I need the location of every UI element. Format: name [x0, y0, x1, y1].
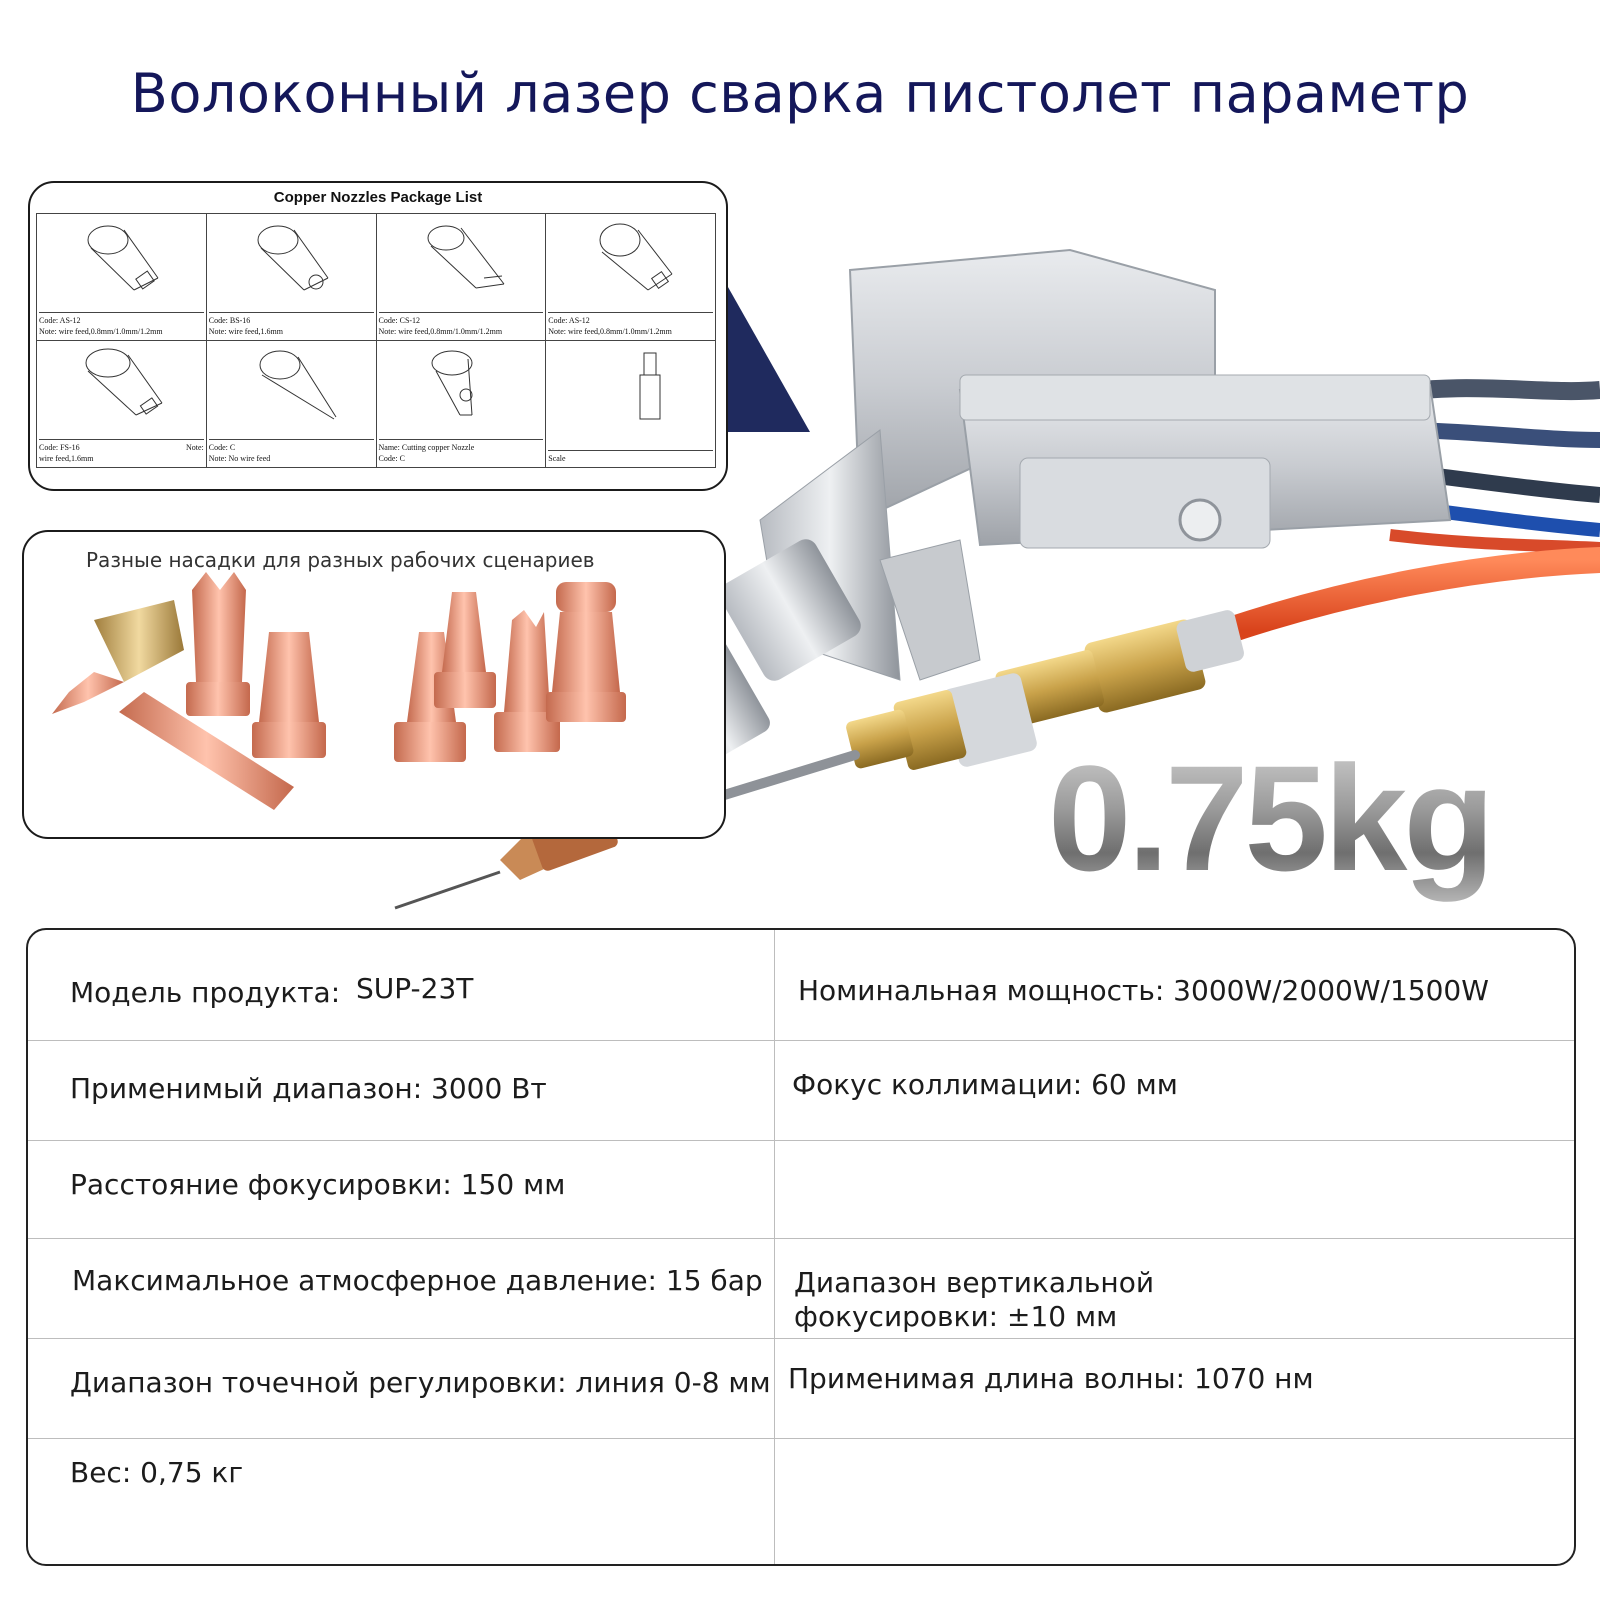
nozzle-cell	[37, 214, 207, 341]
nozzle-code: Scale	[548, 454, 566, 463]
spec-weight: Вес: 0,75 кг	[70, 1456, 244, 1489]
nozzle-table	[36, 213, 716, 468]
nozzle-photo	[546, 582, 626, 722]
nozzle-code: Code: AS-12	[548, 316, 590, 325]
orange-hose	[1230, 560, 1600, 630]
nozzles-photo-caption: Разные насадки для разных рабочих сценариев	[86, 548, 595, 572]
nozzle-drawing-icon	[66, 345, 176, 425]
nozzle-code: Code: CS-12	[378, 316, 421, 325]
spec-model-value: SUP-23T	[356, 972, 474, 1005]
nozzle-note: Note: wire feed,0.8mm/1.0mm/1.2mm	[548, 327, 672, 336]
nozzle-note: Note: wire feed,1.6mm	[208, 327, 283, 336]
nozzle-drawing-icon	[66, 218, 176, 298]
power-button-icon	[1180, 500, 1220, 540]
nozzle-code: Code: BS-16	[208, 316, 251, 325]
spec-row-divider	[28, 1338, 1574, 1339]
copper-nozzles-photo	[24, 532, 724, 837]
spec-model-label: Модель продукта:	[70, 976, 341, 1009]
nozzle-drawing-icon	[576, 218, 686, 298]
nozzle-list-heading: Copper Nozzles Package List	[273, 189, 483, 206]
spec-column-divider	[774, 930, 775, 1564]
nozzle-photo	[252, 632, 326, 758]
spec-vertical-focus-line2: фокусировки: ±10 мм	[794, 1300, 1118, 1333]
nozzle-cell	[546, 214, 716, 341]
nozzle-cell	[206, 214, 376, 341]
nozzle-note: wire feed,1.6mm	[39, 454, 94, 463]
spec-row-divider	[28, 1238, 1574, 1239]
nozzle-cell	[37, 341, 207, 468]
navy-accent-shape	[724, 280, 810, 432]
spec-rated-power: Номинальная мощность: 3000W/2000W/1500W	[798, 974, 1489, 1007]
weight-badge: 0.75kg	[1048, 732, 1491, 905]
nozzle-note: Note: No wire feed	[208, 454, 271, 463]
nozzle-cell	[206, 341, 376, 468]
spec-row-divider	[28, 1438, 1574, 1439]
nozzle-package-list	[28, 181, 728, 491]
nozzle-photo	[52, 600, 184, 714]
nozzle-drawing-icon	[236, 218, 346, 298]
spec-table	[26, 928, 1576, 1566]
nozzle-cell	[546, 341, 716, 468]
scale-drawing-icon	[576, 345, 686, 425]
spec-vertical-focus-line1: Диапазон вертикальной	[794, 1266, 1155, 1299]
spec-row-divider	[28, 1140, 1574, 1141]
nozzle-note-label: Note:	[185, 443, 204, 452]
spec-max-pressure: Максимальное атмосферное давление: 15 бар	[72, 1264, 763, 1297]
spec-focus-distance: Расстояние фокусировки: 150 мм	[70, 1168, 566, 1201]
nozzles-photo-panel	[22, 530, 726, 839]
gun-body	[760, 250, 1450, 680]
nozzle-note: Code: C	[378, 454, 405, 463]
nozzle-drawing-icon	[236, 345, 346, 425]
nozzle-drawing-icon	[406, 345, 516, 425]
spec-wavelength: Применимая длина волны: 1070 нм	[788, 1362, 1314, 1395]
nozzle-code: Code: AS-12	[39, 316, 81, 325]
nozzle-code: Code: C	[208, 443, 236, 452]
nozzle-code: Name: Cutting copper Nozzle	[378, 443, 475, 452]
nozzle-cell	[376, 341, 546, 468]
nozzle-code: Code: FS-16	[39, 443, 80, 452]
page-title: Волоконный лазер сварка пистолет параметр	[130, 62, 1470, 125]
nozzle-photo	[494, 610, 560, 752]
spec-applicable-range: Применимый диапазон: 3000 Вт	[70, 1072, 547, 1105]
nozzle-cell	[376, 214, 546, 341]
spec-spot-adjust: Диапазон точечной регулировки: линия 0-8 мм	[70, 1366, 771, 1399]
spec-collimation-focus: Фокус коллимации: 60 мм	[792, 1068, 1178, 1101]
nozzle-photo	[186, 572, 250, 716]
nozzle-note: Note: wire feed,0.8mm/1.0mm/1.2mm	[39, 327, 163, 336]
spec-row-divider	[28, 1040, 1574, 1041]
nozzle-drawing-icon	[406, 218, 516, 298]
nozzle-note: Note: wire feed,0.8mm/1.0mm/1.2mm	[378, 327, 503, 336]
